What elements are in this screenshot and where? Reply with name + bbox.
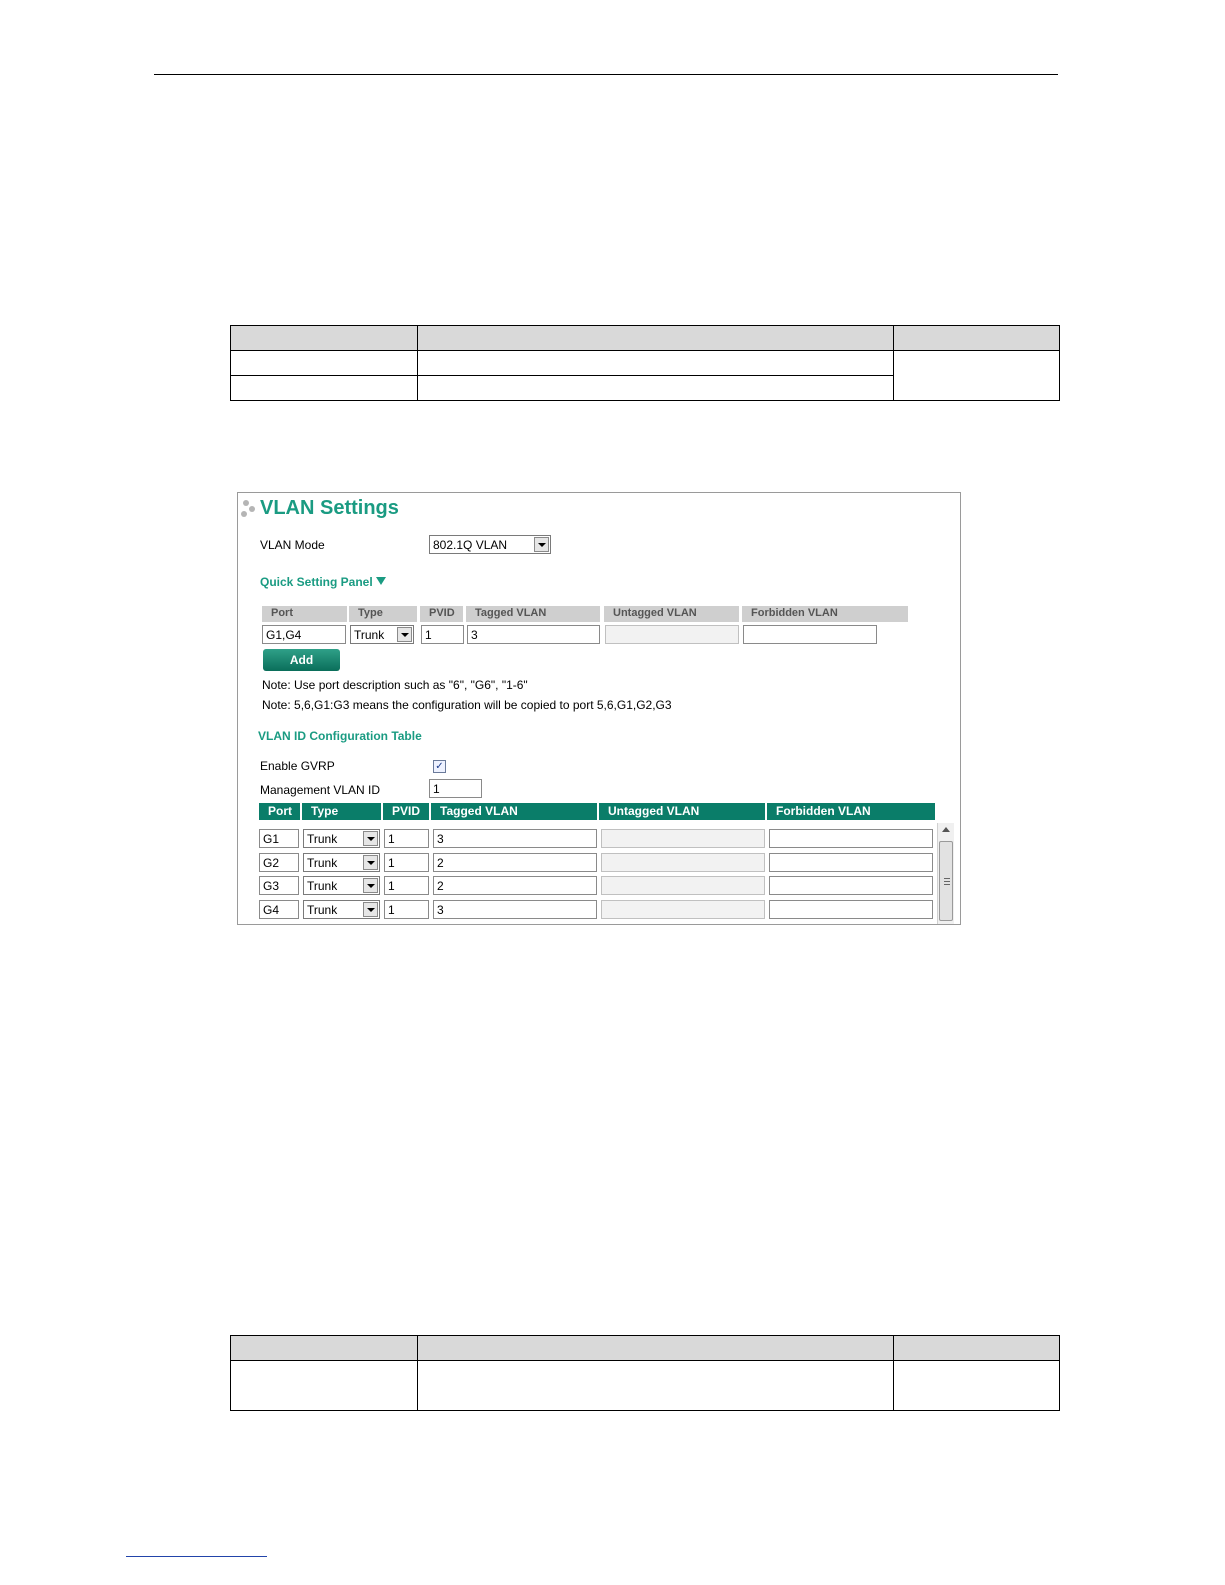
- mgmt-vlan-label: Management VLAN ID: [260, 783, 381, 797]
- row-pvid-input[interactable]: 1: [384, 876, 429, 895]
- quick-port-input[interactable]: G1,G4: [262, 625, 346, 644]
- table-header-cell: [417, 326, 894, 351]
- table-row: [259, 898, 935, 921]
- config-table-title: VLAN ID Configuration Table: [258, 729, 422, 743]
- vlan-mode-value: 802.1Q VLAN: [433, 538, 508, 552]
- row-port-input[interactable]: G4: [259, 900, 299, 919]
- add-button[interactable]: Add: [263, 649, 340, 671]
- vlan-mode-select[interactable]: [429, 535, 551, 554]
- page-title: VLAN Settings: [260, 497, 399, 519]
- grip-icon: [944, 878, 950, 879]
- table-cell: [894, 351, 1060, 401]
- table-cell: [417, 1361, 894, 1411]
- row-type-select[interactable]: [303, 900, 380, 919]
- chevron-down-icon: [397, 627, 412, 642]
- row-port-input[interactable]: G1: [259, 829, 299, 848]
- config-header-untagged: Untagged VLAN: [599, 803, 765, 820]
- config-header-type: Type: [302, 803, 381, 820]
- row-type-value: Trunk: [307, 832, 338, 846]
- config-header-forbidden: Forbidden VLAN: [767, 803, 935, 820]
- quick-setting-panel-toggle[interactable]: [260, 575, 386, 589]
- vlan-settings-screenshot: [237, 492, 961, 925]
- quick-setting-panel-title: Quick Setting Panel: [260, 575, 373, 589]
- table-row: [259, 851, 935, 874]
- table-cell: [894, 1361, 1060, 1411]
- config-header-port: Port: [259, 803, 300, 820]
- footer-link-underline: [126, 1556, 267, 1557]
- row-tagged-input[interactable]: 3: [433, 900, 597, 919]
- quick-pvid-input[interactable]: 1: [421, 625, 464, 644]
- table-header-cell: [231, 326, 418, 351]
- quick-forbidden-input[interactable]: [743, 625, 877, 644]
- chevron-down-icon: [363, 902, 378, 917]
- table-cell: [231, 376, 418, 401]
- note-port-description: Note: Use port description such as "6", "G6", "1-6": [262, 678, 528, 692]
- scrollbar-thumb[interactable]: [939, 841, 953, 921]
- table-row: [259, 827, 935, 850]
- row-untagged-input: [601, 876, 765, 895]
- row-port-input[interactable]: G3: [259, 876, 299, 895]
- row-type-value: Trunk: [307, 903, 338, 917]
- chevron-down-icon: [534, 537, 549, 552]
- row-port-input[interactable]: G2: [259, 853, 299, 872]
- row-pvid-input[interactable]: 1: [384, 900, 429, 919]
- quick-header-pvid: PVID: [420, 606, 463, 622]
- row-type-select[interactable]: [303, 829, 380, 848]
- quick-type-select[interactable]: [350, 625, 414, 644]
- row-pvid-input[interactable]: 1: [384, 829, 429, 848]
- quick-type-value: Trunk: [354, 628, 385, 642]
- mgmt-vlan-input[interactable]: 1: [429, 779, 482, 798]
- table-header-cell: [417, 1336, 894, 1361]
- table-header-cell: [231, 1336, 418, 1361]
- vlan-mode-label: VLAN Mode: [260, 538, 325, 552]
- chevron-down-icon: [363, 878, 378, 893]
- quick-header-untagged: Untagged VLAN: [604, 606, 739, 622]
- row-pvid-input[interactable]: 1: [384, 853, 429, 872]
- row-untagged-input: [601, 900, 765, 919]
- vertical-scrollbar[interactable]: [937, 823, 954, 924]
- config-rows: [259, 827, 935, 924]
- row-type-value: Trunk: [307, 879, 338, 893]
- page-header-rule: [154, 74, 1058, 75]
- row-tagged-input[interactable]: 2: [433, 876, 597, 895]
- table-header-cell: [894, 1336, 1060, 1361]
- row-tagged-input[interactable]: 2: [433, 853, 597, 872]
- row-type-value: Trunk: [307, 856, 338, 870]
- table-header-cell: [894, 326, 1060, 351]
- table-row: [259, 874, 935, 897]
- row-untagged-input: [601, 829, 765, 848]
- row-untagged-input: [601, 853, 765, 872]
- row-tagged-input[interactable]: 3: [433, 829, 597, 848]
- table-cell: [417, 376, 894, 401]
- quick-untagged-input: [605, 625, 739, 644]
- row-forbidden-input[interactable]: [769, 900, 933, 919]
- row-forbidden-input[interactable]: [769, 853, 933, 872]
- chevron-down-icon: [363, 855, 378, 870]
- row-type-select[interactable]: [303, 853, 380, 872]
- quick-header-forbidden: Forbidden VLAN: [742, 606, 908, 622]
- note-copy-config: Note: 5,6,G1:G3 means the configuration will be copied to port 5,6,G1,G2,G3: [262, 698, 672, 712]
- scroll-up-arrow-icon[interactable]: [942, 827, 950, 832]
- row-type-select[interactable]: [303, 876, 380, 895]
- table-cell: [231, 351, 418, 376]
- chevron-down-icon: [363, 831, 378, 846]
- quick-header-tagged: Tagged VLAN: [466, 606, 600, 622]
- config-header-tagged: Tagged VLAN: [431, 803, 597, 820]
- quick-tagged-input[interactable]: 3: [467, 625, 600, 644]
- table-cell: [417, 351, 894, 376]
- config-header-pvid: PVID: [383, 803, 429, 820]
- doc-table-bottom: [230, 1335, 1060, 1411]
- doc-table-top: [230, 325, 1060, 401]
- row-forbidden-input[interactable]: [769, 829, 933, 848]
- triangle-down-icon: [376, 577, 386, 585]
- gvrp-label: Enable GVRP: [260, 759, 335, 773]
- row-forbidden-input[interactable]: [769, 876, 933, 895]
- logo-dots-icon: [241, 500, 259, 520]
- quick-header-port: Port: [262, 606, 347, 622]
- gvrp-checkbox[interactable]: ✓: [433, 760, 446, 773]
- table-cell: [231, 1361, 418, 1411]
- quick-header-type: Type: [349, 606, 417, 622]
